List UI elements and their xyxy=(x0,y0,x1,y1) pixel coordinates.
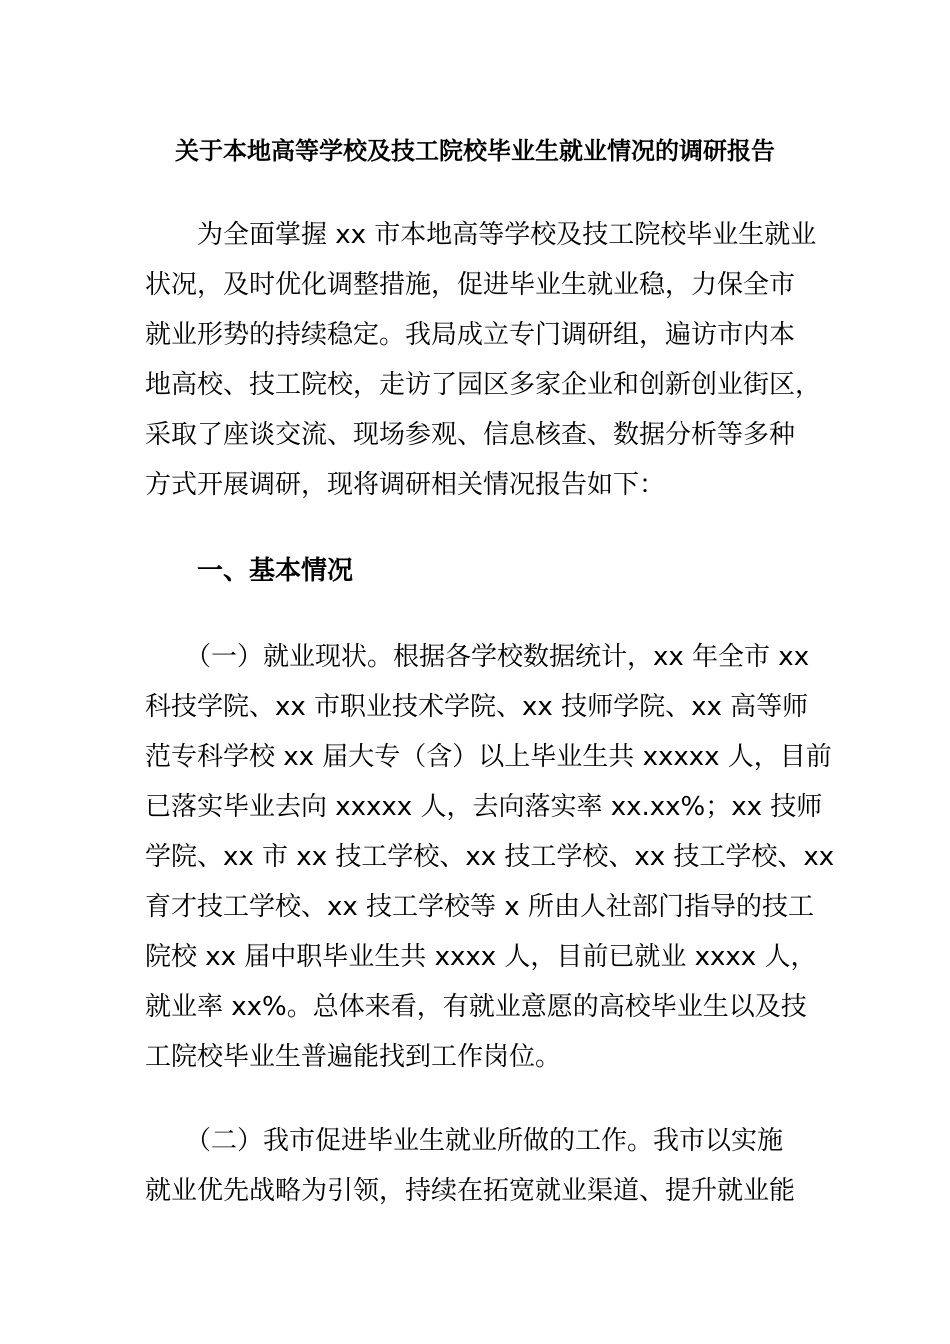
intro-line: 状况，及时优化调整措施，促进毕业生就业稳，力保全市 xyxy=(145,270,796,300)
document-title: 关于本地高等学校及技工院校毕业生就业情况的调研报告 xyxy=(175,137,775,165)
intro-line: 就业形势的持续稳定。我局成立专门调研组，遍访市内本 xyxy=(145,320,796,350)
paragraph-line: 范专科学校 xx 届大专（含）以上毕业生共 xxxxx 人，目前 xyxy=(145,742,832,772)
measures-paragraph xyxy=(145,1116,810,1216)
paragraph-line: 就业优先战略为引领，持续在拓宽就业渠道、提升就业能 xyxy=(145,1176,796,1206)
intro-line: 地高校、技工院校，走访了园区多家企业和创新创业街区， xyxy=(145,370,822,400)
paragraph-line: 工院校毕业生普遍能找到工作岗位。 xyxy=(145,1042,562,1072)
employment-status-paragraph xyxy=(145,632,835,1082)
intro-line: 为全面掌握 xx 市本地高等学校及技工院校毕业生就业 xyxy=(197,220,817,250)
paragraph-line: 就业率 xx%。总体来看，有就业意愿的高校毕业生以及技 xyxy=(145,992,807,1022)
intro-paragraph xyxy=(145,210,822,510)
paragraph-line: （一）就业现状。根据各学校数据统计，xx 年全市 xx xyxy=(185,642,810,672)
paragraph-line: 育才技工学校、xx 技工学校等 x 所由人社部门指导的技工 xyxy=(145,892,814,922)
paragraph-line: 学院、xx 市 xx 技工学校、xx 技工学校、xx 技工学校、xx xyxy=(145,842,835,872)
intro-line: 采取了座谈交流、现场参观、信息核查、数据分析等多种 xyxy=(145,420,796,450)
intro-line: 方式开展调研，现将调研相关情况报告如下： xyxy=(145,470,666,500)
paragraph-line: 院校 xx 届中职毕业生共 xxxx 人，目前已就业 xxxx 人， xyxy=(145,942,817,972)
section-heading: 一、基本情况 xyxy=(197,556,354,586)
paragraph-line: 已落实毕业去向 xxxxx 人，去向落实率 xx.xx%；xx 技师 xyxy=(145,792,823,822)
paragraph-line: （二）我市促进毕业生就业所做的工作。我市以实施 xyxy=(185,1126,784,1156)
paragraph-line: 科技学院、xx 市职业技术学院、xx 技师学院、xx 高等师 xyxy=(145,692,809,722)
